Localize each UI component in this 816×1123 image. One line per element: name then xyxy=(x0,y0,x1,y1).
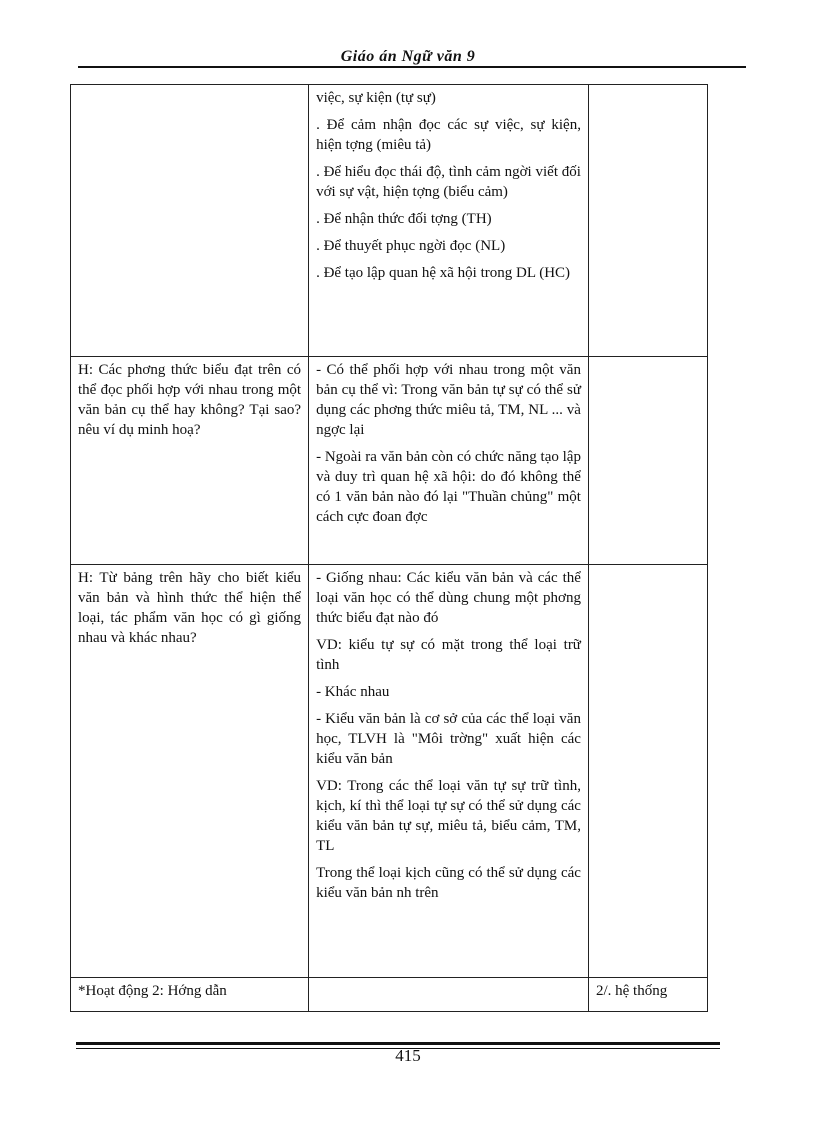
content-paragraph: . Để cảm nhận đọc các sự việc, sự kiện, hiện tợng (miêu tả) xyxy=(316,117,581,153)
content-paragraph: . Để tạo lập quan hệ xã hội trong DL (HC) xyxy=(316,265,571,281)
activity-heading: *Hoạt động 2: Hớng dẫn xyxy=(78,983,227,999)
table-row xyxy=(71,357,708,565)
lesson-table xyxy=(70,84,708,1012)
content-paragraph: việc, sự kiện (tự sự) xyxy=(316,90,436,106)
content-paragraph: - Kiểu văn bản là cơ sở của các thể loại văn học, TLVH là "Môi trờng" xuất hiện các kiểu văn bản xyxy=(316,711,581,767)
content-paragraph: VD: kiểu tự sự có mặt trong thể loại trữ tình xyxy=(316,637,581,673)
content-paragraph: . Để thuyết phục ngời đọc (NL) xyxy=(316,238,506,254)
content-paragraph: . Để hiểu đọc thái độ, tình cảm ngời viết đối với sự vật, hiện tợng (biểu cảm) xyxy=(316,164,581,200)
question-text: H: Các phơng thức biểu đạt trên có thể đọc phối hợp với nhau trong một văn bản cụ thể hay không? Tại sao? nêu ví dụ minh hoạ? xyxy=(78,362,302,438)
page-header-title: Giáo án Ngữ văn 9 xyxy=(340,48,476,65)
footer-divider-thick xyxy=(76,1042,720,1045)
content-paragraph: VD: Trong các thể loại văn tự sự trữ tình, kịch, kí thì thể loại tự sự có thể sử dụng các kiểu văn bản tự sự, miêu tả, biểu cảm, TM, TL xyxy=(316,778,581,854)
content-paragraph: - Khác nhau xyxy=(316,684,390,700)
content-cell xyxy=(309,85,589,357)
content-paragraph: - Có thể phối hợp với nhau trong một văn bản cụ thể vì: Trong văn bản tự sự có thể sử dụng các phơng thức miêu tả, TM, NL ... và ngợc lại xyxy=(316,362,581,438)
content-paragraph: - Ngoài ra văn bản còn có chức năng tạo lập và duy trì quan hệ xã hội: do đó không thể có 1 văn bản nào đó lại "Thuần chủng" một cách cực đoan đợc xyxy=(316,449,581,525)
content-paragraph: . Để nhận thức đối tợng (TH) xyxy=(316,211,492,227)
page-number: 415 xyxy=(395,1046,421,1065)
teacher-activity-cell xyxy=(71,978,309,1012)
notes-cell xyxy=(588,357,707,565)
table-row xyxy=(71,565,708,978)
content-paragraph: Trong thể loại kịch cũng có thể sử dụng các kiểu văn bản nh trên xyxy=(316,865,581,901)
content-paragraph: - Giống nhau: Các kiểu văn bản và các thể loại văn học có thể dùng chung một phơng thức biểu đạt nào đó xyxy=(316,570,581,626)
notes-cell xyxy=(588,978,707,1012)
content-cell xyxy=(309,565,589,978)
notes-cell xyxy=(588,565,707,978)
table-row xyxy=(71,85,708,357)
teacher-activity-cell xyxy=(71,565,309,978)
content-cell xyxy=(309,978,589,1012)
content-cell xyxy=(309,357,589,565)
header-divider xyxy=(78,66,746,68)
teacher-activity-cell xyxy=(71,85,309,357)
question-text: H: Từ bảng trên hãy cho biết kiểu văn bản và hình thức thể hiện thể loại, tác phẩm văn học có gì giống nhau và khác nhau? xyxy=(78,570,302,646)
teacher-activity-cell xyxy=(71,357,309,565)
notes-cell xyxy=(588,85,707,357)
section-heading: 2/. hệ thống xyxy=(595,983,668,999)
table-row xyxy=(71,978,708,1012)
